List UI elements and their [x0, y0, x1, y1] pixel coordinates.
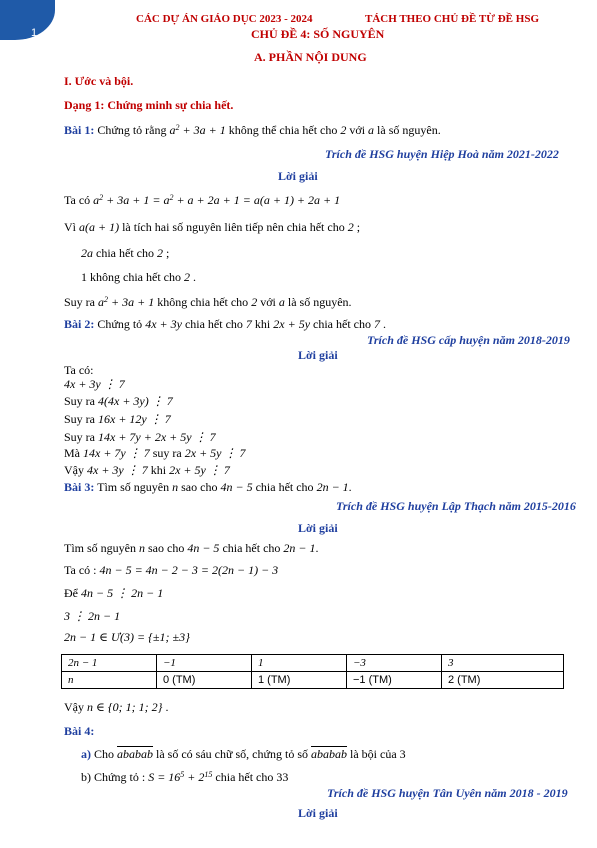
math: $a^2 + 3a + 1$	[169, 123, 226, 137]
problem-1-source: Trích đề HSG huyện Hiệp Hoà năm 2021-2022	[325, 147, 559, 161]
table-cell: −3	[347, 655, 442, 672]
problem-2-label: Bài 2:	[64, 317, 95, 331]
solution-line: Suy ra 16x + 12y ⋮ 7	[64, 412, 171, 426]
problem-4b: b) Chứng tỏ : $S = 16^5 + 2^{15}$ chia hết cho 33	[81, 770, 289, 784]
table-cell: 0 (TM)	[157, 672, 252, 689]
table-cell: 2n − 1	[62, 655, 157, 672]
problem-4-source: Trích đề HSG huyện Tân Uyên năm 2018 - 2019	[327, 786, 568, 800]
divisor-table	[61, 654, 564, 689]
problem-4a: a) Cho ababab là số có sáu chữ số, chứng tỏ số ababab là bội của 3	[81, 747, 406, 761]
solution-line: Suy ra $a^2 + 3a + 1$ không chia hết cho 2 với a là số nguyên.	[64, 295, 352, 309]
solution-line: 3 ⋮ 2n − 1	[64, 609, 121, 623]
solution-line: Suy ra 4(4x + 3y) ⋮ 7	[64, 394, 173, 408]
problem-1-text: với	[349, 123, 366, 137]
table-row	[62, 655, 564, 672]
table-cell: 1 (TM)	[252, 672, 347, 689]
problem-1-text: không thể chia hết cho	[228, 123, 338, 137]
solution-line: Suy ra 14x + 7y + 2x + 5y ⋮ 7	[64, 430, 216, 444]
solution-label: Lời giải	[278, 169, 318, 183]
table-cell: −1	[157, 655, 252, 672]
solution-line: Vậy 4x + 3y ⋮ 7 khi 2x + 5y ⋮ 7	[64, 463, 230, 477]
solution-label: Lời giải	[298, 348, 338, 362]
solution-line: Để 4n − 5 ⋮ 2n − 1	[64, 586, 164, 600]
solution-line: 2n − 1 ∈ Ư(3) = {±1; ±3}	[64, 630, 190, 644]
header-right: TÁCH THEO CHỦ ĐỀ TỪ ĐỀ HSG	[365, 13, 539, 25]
page-tab	[0, 0, 55, 40]
solution-line: Tìm số nguyên n sao cho 4n − 5 chia hết cho 2n − 1.	[64, 541, 319, 555]
solution-line: 2a chia hết cho 2 ;	[81, 246, 170, 260]
solution-label: Lời giải	[298, 806, 338, 820]
solution-line: Ta có : 4n − 5 = 4n − 2 − 3 = 2(2n − 1) − 3	[64, 563, 279, 577]
table-cell: −1 (TM)	[347, 672, 442, 689]
solution-line: Mà 14x + 7y ⋮ 7 suy ra 2x + 5y ⋮ 7	[64, 446, 246, 460]
page-number: 1	[31, 27, 38, 39]
problem-1-text: là số nguyên.	[377, 123, 441, 137]
solution-line: 1 không chia hết cho 2 .	[81, 270, 196, 284]
solution-label: Lời giải	[298, 521, 338, 535]
form-title: Dạng 1: Chứng minh sự chia hết.	[64, 98, 234, 112]
solution-line: Vì a(a + 1) là tích hai số nguyên liên tiếp nên chia hết cho 2 ;	[64, 220, 361, 234]
problem-4-label: Bài 4:	[64, 724, 95, 738]
problem-3-label: Bài 3:	[64, 480, 95, 494]
solution-line: Ta có:	[64, 363, 94, 377]
problem-2: Bài 2: Chứng tỏ 4x + 3y chia hết cho 7 khi 2x + 5y chia hết cho 7 .	[64, 317, 386, 331]
solution-line: Ta có $a^2 + 3a + 1 = a^2 + a + 2a + 1 = a(a + 1) + 2a + 1$	[64, 193, 341, 207]
problem-3-source: Trích đề HSG huyện Lập Thạch năm 2015-2016	[336, 499, 576, 513]
problem-1-label: Bài 1:	[64, 123, 95, 137]
header-left: CÁC DỰ ÁN GIÁO DỤC 2023 - 2024	[136, 13, 313, 25]
table-cell: 3	[442, 655, 564, 672]
problem-2-source: Trích đề HSG cấp huyện năm 2018-2019	[367, 333, 570, 347]
conclusion: Vậy n ∈ {0; 1; 1; 2} .	[64, 700, 169, 714]
table-cell: 2 (TM)	[442, 672, 564, 689]
table-cell: n	[62, 672, 157, 689]
table-cell: 1	[252, 655, 347, 672]
subsection-title: I. Ước và bội.	[64, 74, 134, 88]
topic-title: CHỦ ĐỀ 4: SỐ NGUYÊN	[251, 27, 385, 41]
problem-1-text: Chứng tỏ rằng	[97, 123, 167, 137]
problem-1: Bài 1: Chứng tỏ rằng $a^2 + 3a + 1$ không thể chia hết cho 2 với a là số nguyên.	[64, 123, 441, 137]
section-title: A. PHẦN NỘI DUNG	[254, 50, 367, 64]
problem-3: Bài 3: Tìm số nguyên n sao cho 4n − 5 chia hết cho 2n − 1.	[64, 480, 352, 494]
solution-line: 4x + 3y ⋮ 7	[64, 377, 125, 391]
table-row	[62, 672, 564, 689]
